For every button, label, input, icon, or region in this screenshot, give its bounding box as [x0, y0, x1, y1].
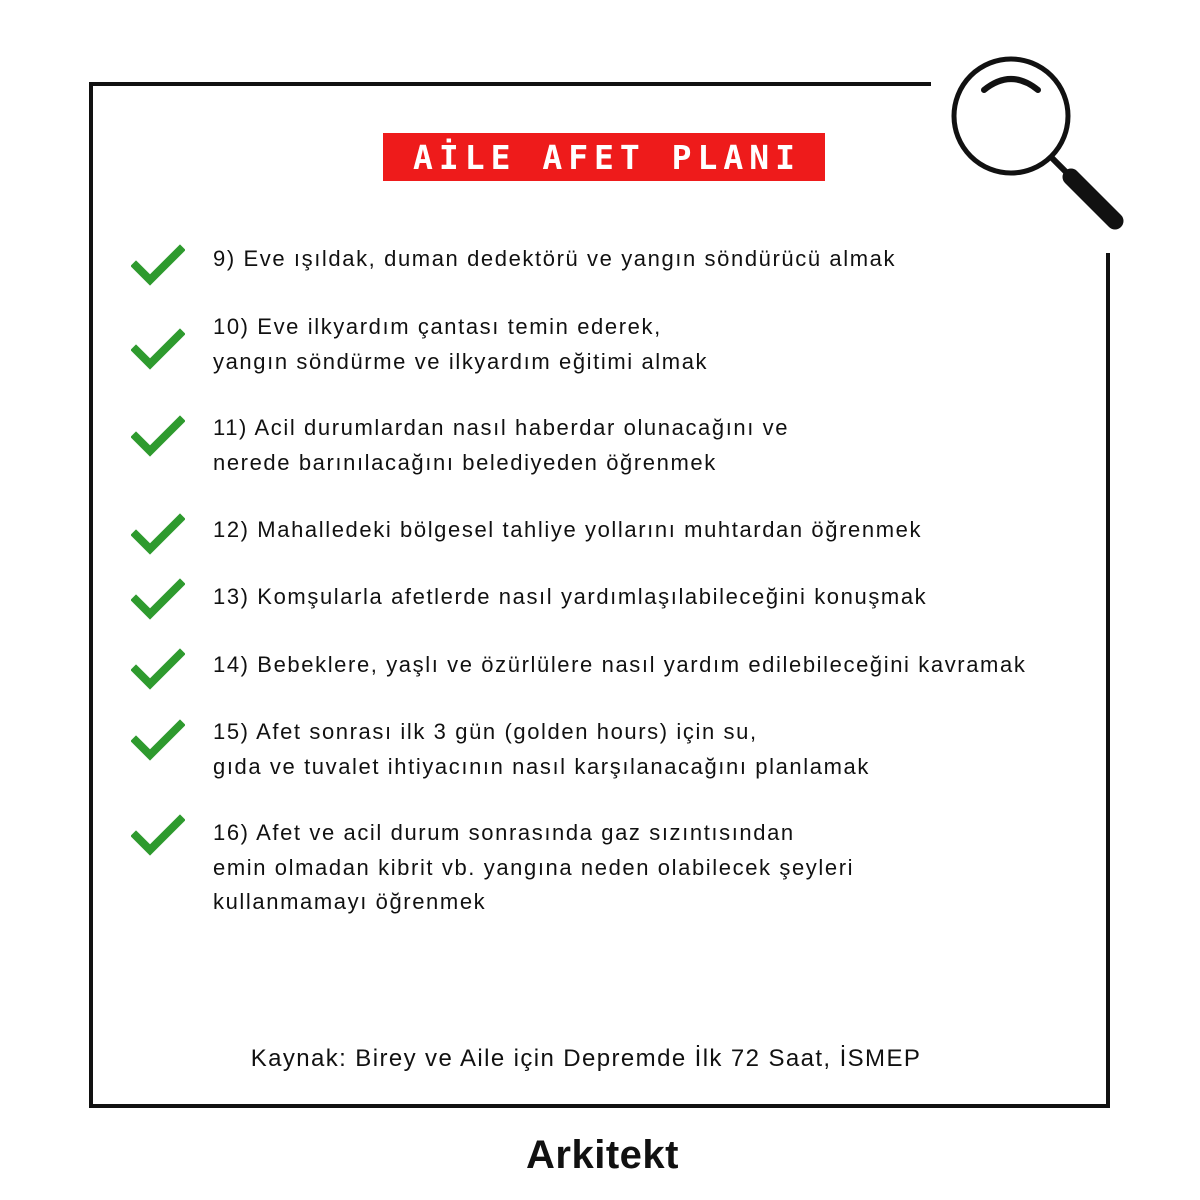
frame-border-left — [89, 82, 93, 1108]
checklist-item-text: 11) Acil durumlardan nasıl haberdar olunacağını ve nerede barınılacağını belediyeden öğrenmek — [213, 415, 790, 475]
checklist-item-text: 10) Eve ilkyardım çantası temin ederek, yangın söndürme ve ilkyardım eğitimi almak — [213, 314, 709, 374]
check-icon — [131, 814, 185, 856]
checklist-item-text: 16) Afet ve acil durum sonrasında gaz sızıntısından emin olmadan kibrit vb. yangına neden olabilecek şeyleri kullanmamayı öğrenmek — [213, 820, 855, 914]
checklist-item-text: 13) Komşularla afetlerde nasıl yardımlaşılabileceğini konuşmak — [213, 584, 928, 609]
check-icon — [131, 648, 185, 690]
check-icon — [131, 513, 185, 555]
check-icon — [131, 244, 185, 286]
frame-border-bottom — [89, 1104, 1110, 1108]
checklist-item-text: 15) Afet sonrası ilk 3 gün (golden hours) için su, gıda ve tuvalet ihtiyacının nasıl karşılanacağını planlamak — [213, 719, 870, 779]
source-citation: Kaynak: Birey ve Aile için Depremde İlk 72 Saat, İSMEP — [250, 1045, 922, 1072]
checklist-item-text: 14) Bebeklere, yaşlı ve özürlülere nasıl yardım edilebileceğini kavramak — [213, 652, 1027, 677]
magnifier-icon — [940, 50, 1140, 250]
checklist-item-text: 9) Eve ışıldak, duman dedektörü ve yangın söndürücü almak — [213, 246, 897, 271]
title-banner — [383, 133, 825, 181]
check-icon — [131, 719, 185, 761]
brand-logo: Arkitekt — [526, 1133, 679, 1177]
check-icon — [131, 415, 185, 457]
check-icon — [131, 328, 185, 370]
frame-border-top — [89, 82, 931, 86]
page-title: AİLE AFET PLANI — [412, 137, 801, 177]
check-icon — [131, 578, 185, 620]
checklist-item-text: 12) Mahalledeki bölgesel tahliye yollarını muhtardan öğrenmek — [213, 517, 923, 542]
